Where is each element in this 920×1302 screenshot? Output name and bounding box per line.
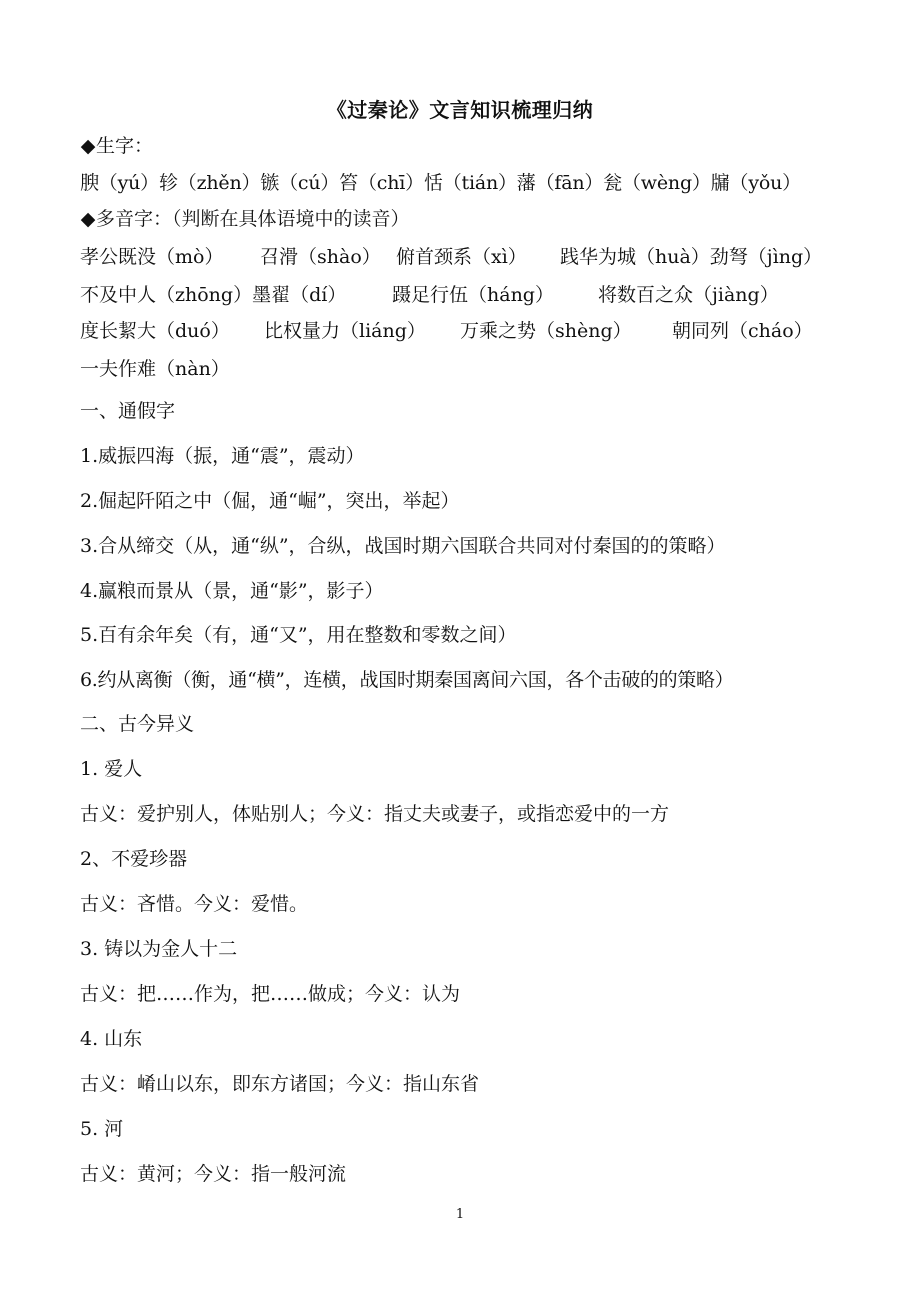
- gujin-meaning: 古义：爱护别人，体贴别人；今义：指丈夫或妻子，或指恋爱中的一方: [80, 803, 670, 825]
- polyphone-item: 度长絜大（duó）: [80, 320, 230, 342]
- polyphone-item: 将数百之众（jiàng）: [598, 284, 779, 306]
- gujin-meaning: 古义：吝惜。今义：爱惜。: [80, 893, 309, 915]
- polyphone-item: 比权量力（liáng）: [264, 320, 426, 342]
- polyphone-item: 召滑（shào）: [260, 246, 381, 268]
- gujin-meaning: 古义：把……作为，把……做成；今义：认为: [80, 983, 461, 1005]
- tongjia-item: 5.百有余年矣（有，通“又”，用在整数和零数之间）: [80, 624, 517, 646]
- gujin-meaning: 古义：崤山以东，即东方诸国；今义：指山东省: [80, 1073, 480, 1095]
- polyphone-row-4: 一夫作难（nàn）: [80, 358, 230, 380]
- diamond-bullet-icon: ◆: [80, 208, 96, 230]
- new-chars-heading: [80, 133, 153, 159]
- tongjia-item: 1.威振四海（振，通“震”，震动）: [80, 445, 365, 467]
- tongjia-item: 2.倔起阡陌之中（倔，通“崛”，突出，举起）: [80, 490, 460, 512]
- page-number: 1: [455, 1207, 465, 1222]
- gujin-term: 1. 爱人: [80, 758, 143, 780]
- section-heading-tongjia: 一、通假字: [80, 400, 176, 422]
- tongjia-item: 6.约从离衡（衡，通“横”，连横，战国时期秦国离间六国，各个击破的的策略）: [80, 669, 734, 691]
- polyphone-row-1: [80, 244, 840, 270]
- polyphone-heading-text: 多音字：（判断在具体语境中的读音）: [96, 208, 410, 230]
- polyphone-item: 俯首颈系（xì）: [396, 246, 527, 268]
- new-chars-line: 腴（yú）轸（zhěn）镞（cú）笞（chī）恬（tián）藩（fān）瓮（wèng）牖（yǒu）: [80, 172, 801, 194]
- polyphone-row-3: [80, 318, 840, 344]
- polyphone-item: 践华为城（huà）劲弩（jìng）: [560, 246, 823, 268]
- gujin-term: 4. 山东: [80, 1028, 143, 1050]
- tongjia-item: 4.赢粮而景从（景，通“影”，影子）: [80, 580, 384, 602]
- polyphone-item: 蹑足行伍（háng）: [392, 284, 554, 306]
- polyphone-item: 万乘之势（shèng）: [460, 320, 632, 342]
- polyphone-row-2: [80, 282, 840, 308]
- polyphone-item: 孝公既没（mò）: [80, 246, 224, 268]
- page-title: 《过秦论》文言知识梳理归纳: [326, 98, 594, 122]
- polyphone-item: 不及中人（zhōng）墨翟（dí）: [80, 284, 347, 306]
- gujin-term: 2、不爱珍器: [80, 848, 188, 870]
- new-chars-heading-text: 生字：: [96, 135, 154, 157]
- section-heading-gujin: 二、古今异义: [80, 713, 195, 735]
- gujin-meaning: 古义：黄河；今义：指一般河流: [80, 1163, 347, 1185]
- tongjia-item: 3.合从缔交（从，通“纵”，合纵，战国时期六国联合共同对付秦国的的策略）: [80, 535, 726, 557]
- polyphone-item: 朝同列（cháo）: [672, 320, 813, 342]
- gujin-term: 3. 铸以为金人十二: [80, 938, 238, 960]
- diamond-bullet-icon: ◆: [80, 135, 96, 157]
- gujin-term: 5. 河: [80, 1118, 124, 1140]
- polyphone-heading: [80, 206, 410, 232]
